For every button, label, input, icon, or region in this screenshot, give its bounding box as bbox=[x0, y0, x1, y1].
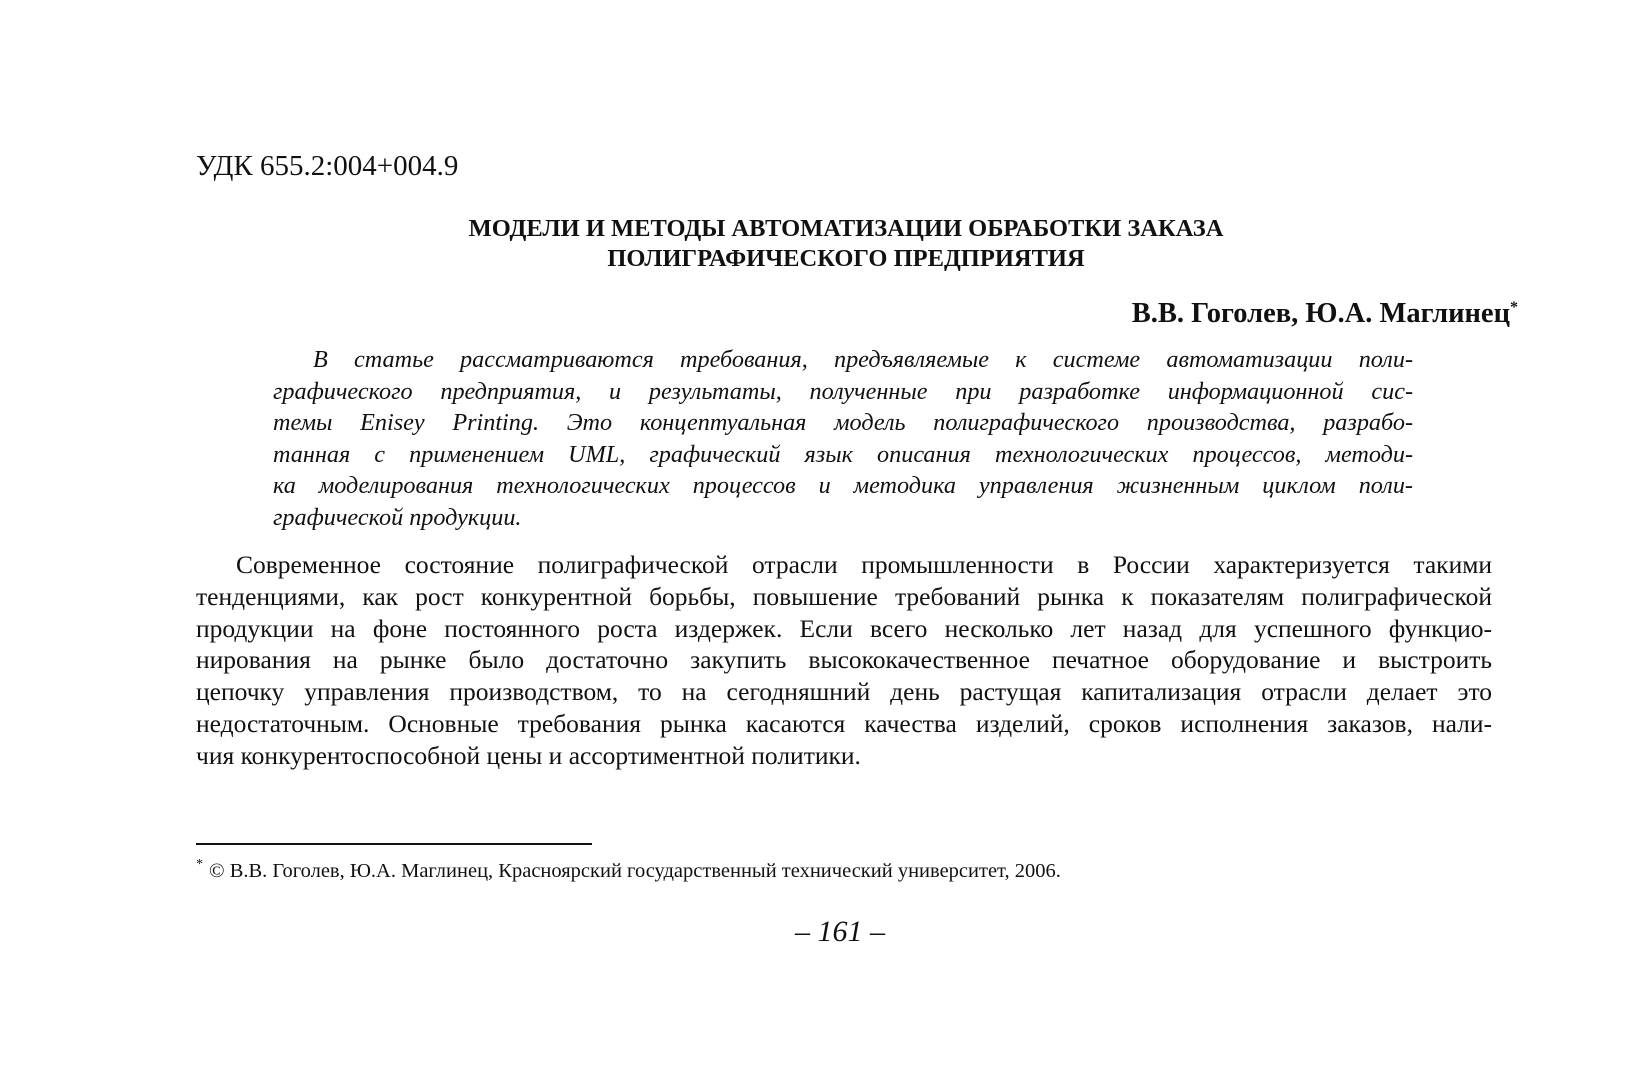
author-names: В.В. Гоголев, Ю.А. Маглинец bbox=[1131, 298, 1510, 329]
abstract-line: графического предприятия, и результаты, полученные при разработке информационной сис- bbox=[273, 377, 1413, 405]
abstract-line: ка моделирования технологических процессов и методика управления жизненным циклом поли- bbox=[273, 472, 1413, 499]
abstract-line: В статье рассматриваются требования, предъявляемые к системе автоматизации поли- bbox=[313, 346, 1413, 373]
body-line: нирования на рынке было достаточно закупить высококачественное печатное оборудование и выстроить bbox=[196, 645, 1492, 675]
page-number: – 161 – bbox=[795, 915, 885, 948]
udk-code: УДК 655.2:004+004.9 bbox=[196, 150, 459, 182]
footnote-divider bbox=[196, 843, 592, 845]
abstract bbox=[273, 344, 1413, 533]
footnote-text: © В.В. Гоголев, Ю.А. Маглинец, Красноярский государственный технический университет, 2006. bbox=[209, 860, 1061, 882]
article-title bbox=[196, 214, 1496, 274]
body-line: цепочку управления производством, то на сегодняшний день растущая капитализация отрасли делает это bbox=[196, 677, 1492, 707]
body-line: чия конкурентоспособной цены и ассортиментной политики. bbox=[196, 740, 861, 770]
abstract-line: темы Enisey Printing. Это концептуальная модель полиграфического производства, разрабо- bbox=[273, 409, 1413, 436]
body-line: тенденциями, как рост конкурентной борьбы, повышение требований рынка к показателям полиграфической bbox=[196, 581, 1492, 611]
article-title-line-2: ПОЛИГРАФИЧЕСКОГО ПРЕДПРИЯТИЯ bbox=[607, 245, 1085, 272]
body-line: Современное состояние полиграфической отрасли промышленности в России характеризуется такими bbox=[236, 550, 1492, 579]
abstract-line: танная с применением UML, графический язык описания технологических процессов, методи- bbox=[273, 440, 1413, 468]
footnote bbox=[196, 857, 1061, 885]
body-line: продукции на фоне постоянного роста издержек. Если всего несколько лет назад для успешного функцио- bbox=[196, 613, 1492, 643]
abstract-line: графической продукции. bbox=[273, 503, 522, 531]
body-paragraph bbox=[196, 549, 1492, 772]
author-footnote-mark: * bbox=[1510, 299, 1518, 316]
footnote-mark: * bbox=[196, 857, 203, 872]
body-line: недостаточным. Основные требования рынка касаются качества изделий, сроков исполнения заказов, нали- bbox=[196, 708, 1492, 738]
authors bbox=[1132, 297, 1518, 331]
article-title-line-1: МОДЕЛИ И МЕТОДЫ АВТОМАТИЗАЦИИ ОБРАБОТКИ ЗАКАЗА bbox=[468, 215, 1224, 242]
